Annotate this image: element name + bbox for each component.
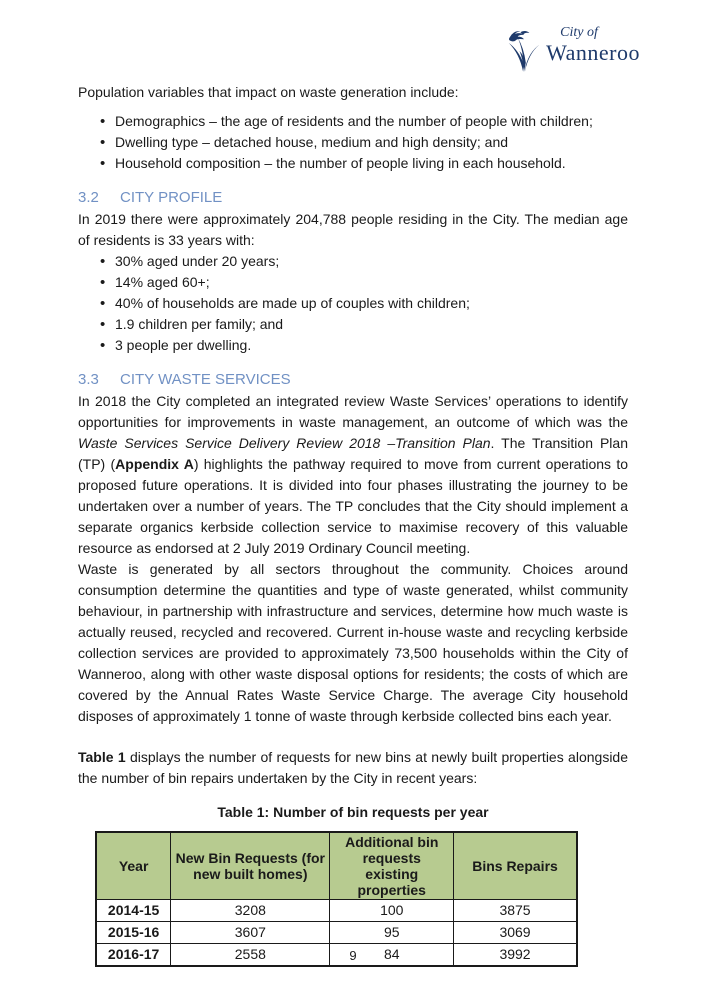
intro-bullet-list: [78, 111, 628, 174]
section-number: 3.3: [78, 371, 99, 388]
list-item: • Demographics – the age of residents and the number of people with children;: [100, 111, 628, 132]
table-cell: 3069: [454, 922, 577, 944]
table-cell: 84: [330, 944, 454, 967]
page-number: 9: [349, 948, 357, 963]
list-item: • 14% aged 60+;: [100, 272, 628, 293]
table-row: [96, 922, 577, 944]
table-caption: Table 1: Number of bin requests per year: [217, 804, 489, 820]
bin-requests-table: [95, 831, 578, 967]
table-column-header: New Bin Requests (for new built homes): [171, 832, 330, 900]
text-run: Waste Services Service Delivery Review 2018 –Transition Plan: [78, 435, 491, 451]
list-item: • Household composition – the number of people living in each household.: [100, 153, 628, 174]
table-cell: 2015-16: [96, 922, 171, 944]
table-column-header: Additional bin requests existing properties: [330, 832, 454, 900]
table-cell: 3208: [171, 900, 330, 922]
table-cell: 3992: [454, 944, 577, 967]
list-item: • 40% of households are made up of couples with children;: [100, 293, 628, 314]
table-cell: 2016-17: [96, 944, 171, 967]
list-item: • 30% aged under 20 years;: [100, 251, 628, 272]
list-item: • 3 people per dwelling.: [100, 335, 628, 356]
grass-tuft-icon: [506, 28, 542, 77]
table-cell: 95: [330, 922, 454, 944]
text-run: ) highlights the pathway required to move from current operations to proposed future operations. It is divided into four phases illustrating the journey to be undertaken over a number of years. The TP concludes that the City should implement a separate organics kerbside collection service to maximise recovery of this valuable resource as endorsed at 2 July 2019 Ordinary Council meeting.: [78, 456, 629, 556]
table-column-header: Bins Repairs: [454, 832, 577, 900]
table-cell: 100: [330, 900, 454, 922]
logo-wanneroo: Wanneroo: [546, 40, 640, 65]
text-run: displays the number of requests for new bins at newly built properties alongside the number of bin repairs undertaken by the City in recent years:: [78, 749, 628, 786]
text-run: Table 1: [78, 749, 126, 765]
table-cell: 2558: [171, 944, 330, 967]
list-item: • Dwelling type – detached house, medium and high density; and: [100, 132, 628, 153]
city-waste-paragraph-2: Waste is generated by all sectors throughout the community. Choices around consumption determine the quantities and type of waste generated, whilst community behaviour, in partnership with infrastructure and services, determine how much waste is actually reused, recycled and recovered. Current in-house waste and recycling kerbside collection services are provided to approximately 73,500 households within the City of Wanneroo, along with other waste disposal options for residents; the costs of which are covered by the Annual Rates Waste Service Charge. The average City household disposes of approximately 1 tonne of waste through kerbside collected bins each year.: [78, 561, 628, 724]
text-run: . The Transition Plan (TP) (: [78, 435, 628, 472]
section-number: 3.2: [78, 189, 99, 206]
list-item: • 1.9 children per family; and: [100, 314, 628, 335]
table-cell: 3875: [454, 900, 577, 922]
table-column-header: Year: [96, 832, 171, 900]
section-heading-city-profile: [78, 187, 628, 209]
city-profile-bullet-list: [78, 251, 628, 356]
table-header-row: [96, 832, 577, 900]
section-title: CITY PROFILE: [120, 189, 223, 206]
table-intro-paragraph: [78, 747, 628, 789]
table-cell: 2014-15: [96, 900, 171, 922]
section-heading-city-waste-services: [78, 369, 628, 391]
section-title: CITY WASTE SERVICES: [120, 371, 291, 388]
table-cell: 3607: [171, 922, 330, 944]
city-profile-paragraph: In 2019 there were approximately 204,788 people residing in the City. The median age of residents is 33 years with:: [78, 211, 628, 248]
text-run: In 2018 the City completed an integrated review Waste Services’ operations to identify opportunities for improvements in waste management, an outcome of which was the: [78, 393, 628, 430]
wanneroo-logo: [506, 26, 640, 77]
text-run: Appendix A: [115, 456, 194, 472]
city-waste-paragraph-1: [78, 391, 628, 559]
table-row: [96, 900, 577, 922]
logo-text: [546, 26, 640, 64]
logo-city-of: City of: [560, 25, 598, 40]
intro-paragraph: Population variables that impact on waste generation include:: [78, 84, 459, 100]
